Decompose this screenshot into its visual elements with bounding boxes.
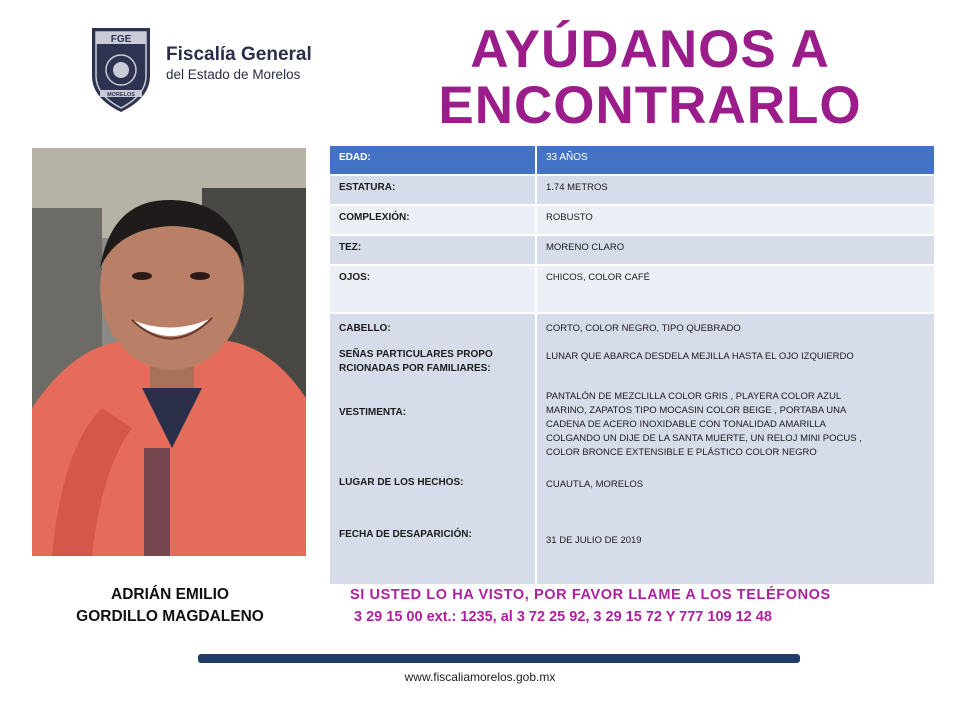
badge-text: FGE [110,34,132,45]
website-link[interactable]: www.fiscaliamorelos.gob.mx [404,670,556,684]
cabello-label: CABELLO: [339,323,391,334]
logo-subtitle: del Estado de Morelos [166,67,301,82]
headline-line-1: AYÚDANOS A [470,20,830,79]
badge-footer-text: MORELOS [107,92,135,98]
vestimenta-line-3: CADENA DE ACERO INOXIDABLE CON TONALIDAD AMARILLA [546,419,826,430]
senas-label-line-1: SEÑAS PARTICULARES PROPO [339,349,493,360]
missing-person-photo [32,148,306,556]
person-name-line-1: ADRIÁN EMILIO [111,586,229,603]
table-row-edad [330,146,934,174]
table-row-tez [330,236,934,264]
fecha-label: FECHA DE DESAPARICIÓN: [339,529,472,540]
tez-value: MORENO CLARO [537,236,934,264]
senas-label-line-2: RCIONADAS POR FAMILIARES: [339,363,491,374]
details-labels [330,314,535,584]
table-row-complexion [330,206,934,234]
portrait-image [32,148,306,556]
estatura-value: 1.74 METROS [537,176,934,204]
vestimenta-label: VESTIMENTA: [339,407,407,418]
ojos-value: CHICOS, COLOR CAFÉ [537,266,934,312]
person-name-line-2: GORDILLO MAGDALENO [76,608,264,625]
fecha-value: 31 DE JULIO DE 2019 [546,535,642,546]
fge-badge-icon [86,24,156,114]
headline-line-2: ENCONTRARLO [438,76,862,135]
info-table [330,146,934,584]
table-row-ojos [330,266,934,312]
senas-label [339,348,526,376]
headline [380,22,920,134]
complexion-value: ROBUSTO [537,206,934,234]
edad-label: EDAD: [330,146,535,174]
lugar-value: CUAUTLA, MORELOS [546,479,644,490]
details-values [537,314,934,584]
ojos-label: OJOS: [330,266,535,312]
lugar-label: LUGAR DE LOS HECHOS: [339,477,464,488]
vestimenta-value [546,390,925,460]
cabello-value: CORTO, COLOR NEGRO, TIPO QUEBRADO [546,323,741,334]
callout-line-1: SI USTED LO HA VISTO, POR FAVOR LLAME A LOS TELÉFONOS [350,587,831,603]
logo-title: Fiscalía General [166,44,312,65]
edad-value: 33 AÑOS [537,146,934,174]
person-name [40,584,300,628]
vestimenta-line-5: COLOR BRONCE EXTENSIBLE E PLÁSTICO COLOR NEGRO [546,447,817,458]
table-row-details [330,314,934,584]
vestimenta-line-1: PANTALÓN DE MEZCLILLA COLOR GRIS , PLAYERA COLOR AZUL [546,391,842,402]
footer-divider-bar [198,654,800,663]
callout-phone-numbers: 3 29 15 00 ext.: 1235, al 3 72 25 92, 3 29 15 72 Y 777 109 12 48 [354,609,772,625]
senas-value: LUNAR QUE ABARCA DESDELA MEJILLA HASTA EL OJO IZQUIERDO [546,351,854,362]
vestimenta-line-2: MARINO, ZAPATOS TIPO MOCASIN COLOR BEIGE , PORTABA UNA [546,405,847,416]
fiscalia-logo [86,24,326,120]
complexion-label: COMPLEXIÓN: [330,206,535,234]
contact-callout [340,584,900,628]
table-row-estatura [330,176,934,204]
estatura-label: ESTATURA: [330,176,535,204]
vestimenta-line-4: COLGANDO UN DIJE DE LA SANTA MUERTE, UN RELOJ MINI POCUS , [546,433,862,444]
tez-label: TEZ: [330,236,535,264]
